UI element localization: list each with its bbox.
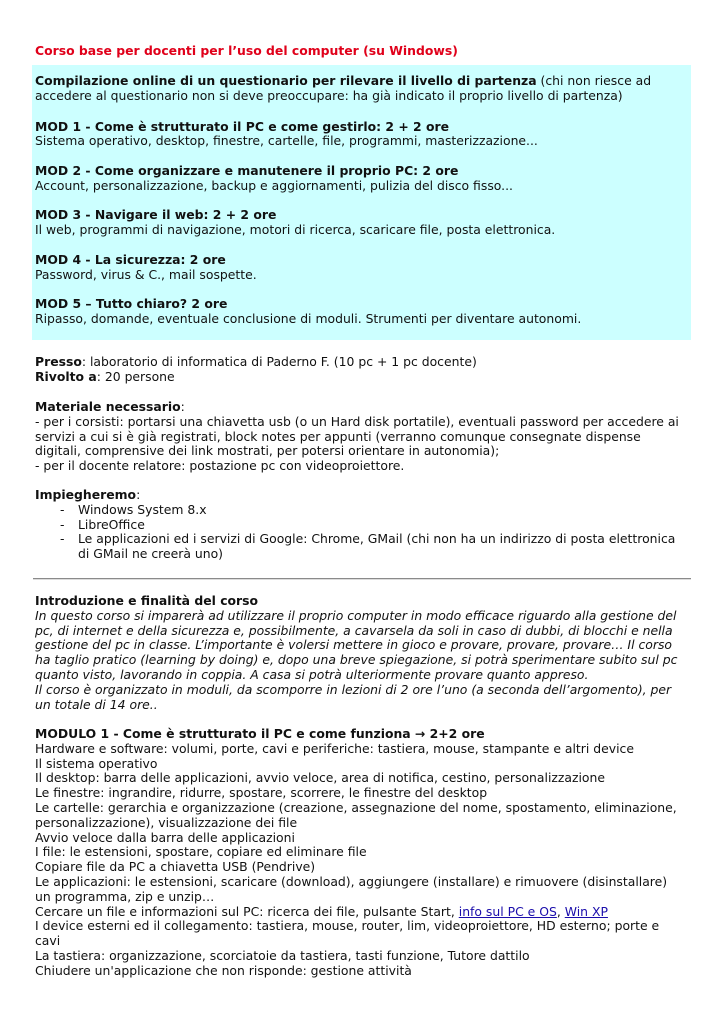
module1-line: Chiudere un'applicazione che non risponde: gestione attività xyxy=(35,962,412,978)
module1-line: Il desktop: barra delle applicazioni, avvio veloce, area di notifica, cestino, personalizzazione xyxy=(35,770,605,786)
module-description: Il web, programmi di navigazione, motori di ricerca, scaricare file, posta elettronica. xyxy=(35,222,556,238)
page-title: Corso base per docenti per l’uso del computer (su Windows) xyxy=(35,43,458,58)
module-heading: MOD 3 - Navigare il web: 2 + 2 ore xyxy=(35,207,277,223)
module1-search-line xyxy=(35,905,685,920)
module-description: Sistema operativo, desktop, finestre, cartelle, file, programmi, masterizzazione... xyxy=(35,133,538,149)
location-value: : laboratorio di informatica di Paderno F. (10 pc + 1 pc docente) xyxy=(81,354,477,369)
tools-section xyxy=(35,488,685,562)
questionnaire-text: (chi non riesce ad accedere al questionario non si deve preoccupare: ha già indicato il proprio livello di partenza) xyxy=(35,73,652,103)
horizontal-divider xyxy=(33,578,691,580)
list-item: - Le applicazioni ed i servizi di Google: Chrome, GMail (chi non ha un indirizzo di posta elettronica di GMail ne creerà uno) xyxy=(35,532,685,562)
module-summary xyxy=(35,120,687,150)
location-label: Presso xyxy=(35,354,82,369)
introduction-heading: Introduzione e finalità del corso xyxy=(35,593,259,608)
info-pc-os-link[interactable]: info sul PC e OS xyxy=(458,903,557,919)
module-heading: MOD 4 - La sicurezza: 2 ore xyxy=(35,251,226,267)
audience-line xyxy=(35,370,685,385)
materials-heading: Materiale necessario xyxy=(35,399,181,414)
module-heading: MOD 5 – Tutto chiaro? 2 ore xyxy=(35,296,228,312)
module-summary xyxy=(35,297,687,327)
questionnaire-heading: Compilazione online di un questionario per rilevare il livello di partenza xyxy=(35,73,537,88)
audience-value: : 20 persone xyxy=(96,368,175,384)
module1-line: Le finestre: ingrandire, ridurre, spostare, scorrere, le finestre del desktop xyxy=(35,785,488,801)
module1-line: Le cartelle: gerarchia e organizzazione (creazione, assegnazione del nome, spostamento, eliminazione, personalizzazione), visualizzazione dei file xyxy=(35,799,677,830)
materials-heading-line xyxy=(35,400,685,415)
module1-line: Le applicazioni: le estensioni, scaricare (download), aggiungere (installare) e rimuovere (disinstallare) un programma, zip e unzip… xyxy=(35,873,668,904)
module1-line: La tastiera: organizzazione, scorciatoie da tastiera, tasti funzione, Tutore dattilo xyxy=(35,947,530,963)
introduction-paragraph: In questo corso si imparerà ad utilizzare il proprio computer in modo efficace riguardo alla gestione del pc, di internet e della sicurezza e, possibilmente, a cavarsela da soli in caso di dubbi, di blocchi e nella gestione del pc in classe. L’importante è volersi mettere in gioco e provare, provare, provare… Il corso ha taglio pratico (learning by doing) e, dopo una breve spiegazione, si potrà sperimentare subito sul pc quanto visto, lavorando in coppia. A casa si potrà ulteriormente provare quanto appreso. xyxy=(35,607,678,682)
materials-colon: : xyxy=(180,399,185,414)
module-summary xyxy=(35,208,687,238)
introduction-section xyxy=(35,594,685,712)
tools-list xyxy=(35,503,685,562)
module1-line: I file: le estensioni, spostare, copiare ed eliminare file xyxy=(35,844,367,860)
materials-students: - per i corsisti: portarsi una chiavetta usb (o un Hard disk portatile), eventuali password per accedere ai servizi a cui si è già registrati, block notes per appunti (verranno comunque consegnate dispense digitali, comprensive dei link mostrati, per potersi orientare in autonomia); xyxy=(35,413,679,459)
course-info xyxy=(35,355,685,385)
module1-line: Avvio veloce dalla barra delle applicazioni xyxy=(35,829,295,845)
audience-label: Rivolto a xyxy=(35,368,97,384)
module-heading: MOD 2 - Come organizzare e manutenere il proprio PC: 2 ore xyxy=(35,162,459,178)
list-item: - Windows System 8.x xyxy=(35,503,685,518)
module-summary xyxy=(35,164,687,194)
win-xp-link[interactable]: Win XP xyxy=(564,903,608,919)
tools-heading: Impiegheremo xyxy=(35,487,137,502)
questionnaire-note xyxy=(35,74,687,104)
location-line xyxy=(35,355,685,370)
introduction-paragraph: Il corso è organizzato in moduli, da scomporre in lezioni di 2 ore l’uno (a seconda dell’argomento), per un totale di 14 ore.. xyxy=(35,681,672,712)
modules-summary-box xyxy=(32,65,691,340)
link-separator: , xyxy=(556,903,565,919)
module-summary xyxy=(35,253,687,283)
list-item: - LibreOffice xyxy=(35,518,685,533)
module-description: Account, personalizzazione, backup e aggiornamenti, pulizia del disco fisso... xyxy=(35,177,513,193)
module1-line: Hardware e software: volumi, porte, cavi e periferiche: tastiera, mouse, stampante e altri device xyxy=(35,740,634,756)
module-description: Password, virus & C., mail sospette. xyxy=(35,266,257,282)
module1-heading: MODULO 1 - Come è strutturato il PC e come funziona → 2+2 ore xyxy=(35,726,485,741)
tools-colon: : xyxy=(136,487,141,502)
module-description: Ripasso, domande, eventuale conclusione di moduli. Strumenti per diventare autonomi. xyxy=(35,310,582,326)
search-line-text: Cercare un file e informazioni sul PC: ricerca dei file, pulsante Start, xyxy=(35,903,459,919)
module1-line: Copiare file da PC a chiavetta USB (Pendrive) xyxy=(35,859,316,875)
module1-line: I device esterni ed il collegamento: tastiera, mouse, router, lim, videoproiettore, HD esterno; porte e cavi xyxy=(35,918,660,949)
module-heading: MOD 1 - Come è strutturato il PC e come gestirlo: 2 + 2 ore xyxy=(35,118,449,134)
module1-section xyxy=(35,727,685,979)
module1-line: Il sistema operativo xyxy=(35,755,158,771)
materials-section xyxy=(35,400,685,474)
tools-heading-line xyxy=(35,488,685,503)
materials-teacher: - per il docente relatore: postazione pc con videoproiettore. xyxy=(35,458,405,474)
